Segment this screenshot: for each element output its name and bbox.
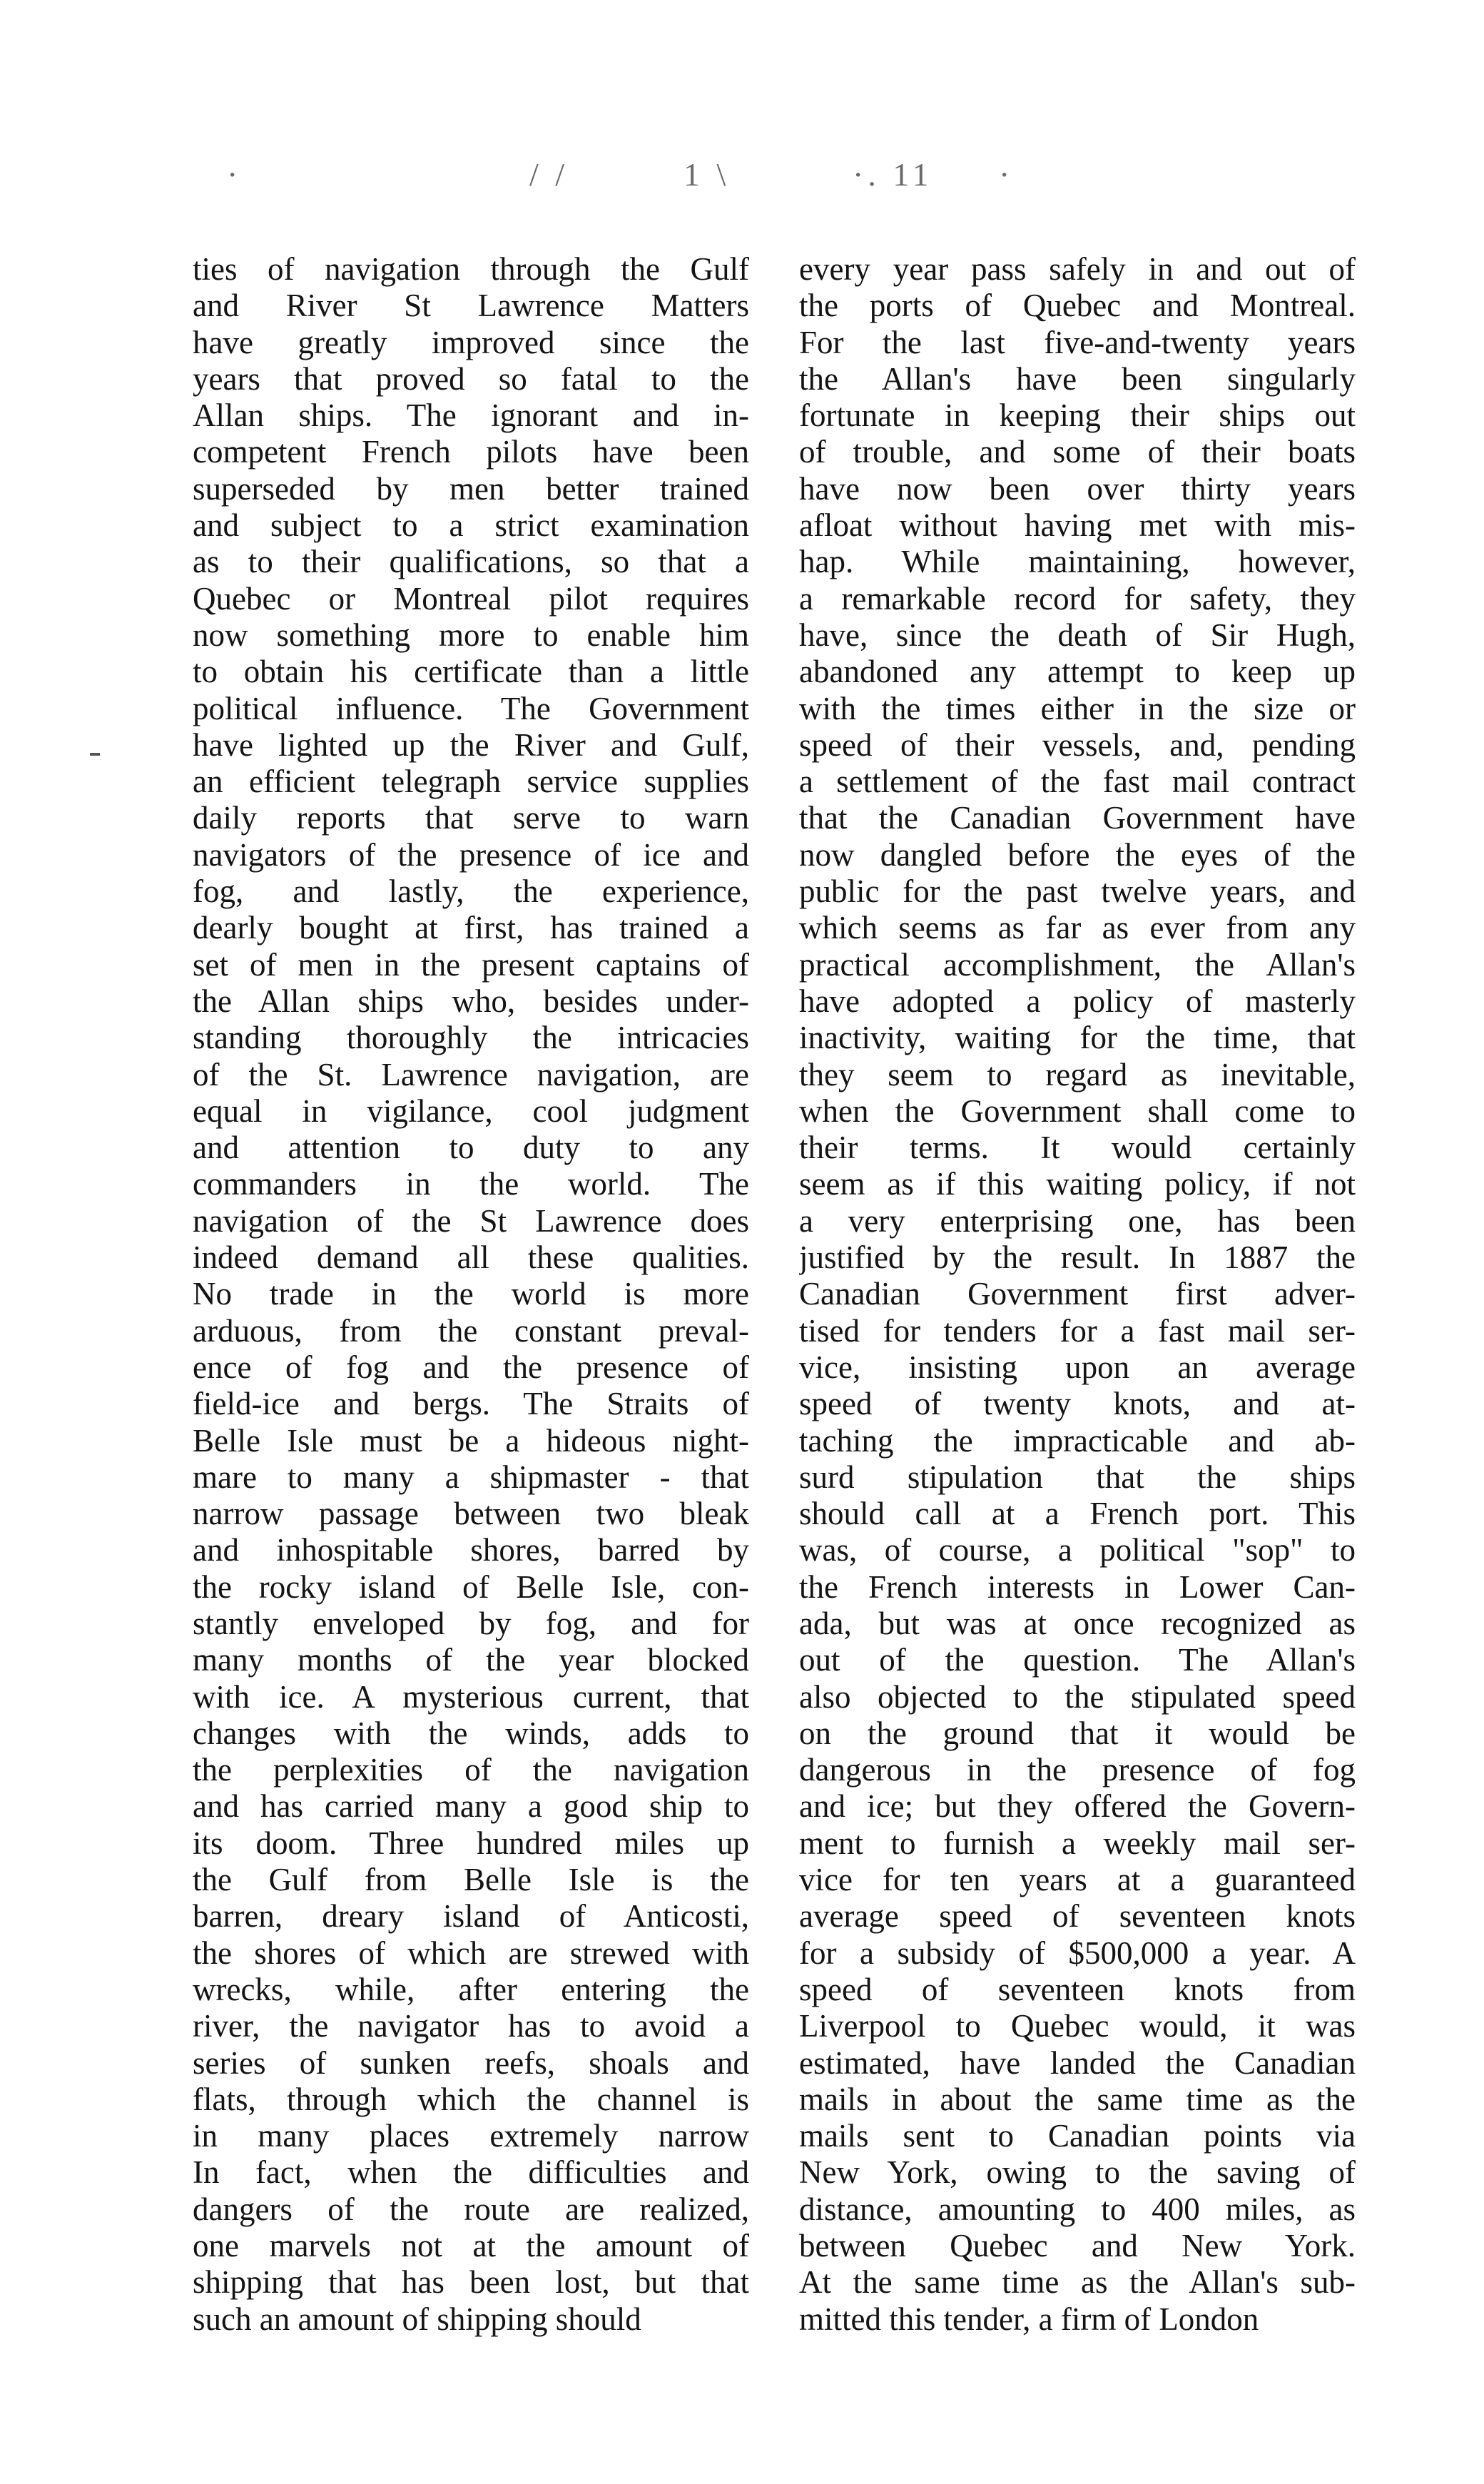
text-line: mails sent to Canadian points via xyxy=(799,2118,1356,2154)
text-line: mails in about the same time as the xyxy=(799,2081,1356,2117)
text-line: the shores of which are strewed with xyxy=(193,1935,749,1971)
text-line: surd stipulation that the ships xyxy=(799,1459,1356,1495)
text-line: of trouble, and some of their boats xyxy=(799,434,1356,470)
text-line: daily reports that serve to warn xyxy=(193,800,749,836)
text-line: shipping that has been lost, but that xyxy=(193,2264,749,2301)
text-line: the ports of Quebec and Montreal. xyxy=(799,288,1356,324)
text-line: dangerous in the presence of fog xyxy=(799,1752,1356,1788)
text-line: afloat without having met with mis- xyxy=(799,507,1356,544)
text-line: Quebec or Montreal pilot requires xyxy=(193,580,749,617)
text-line: justified by the result. In 1887 the xyxy=(799,1240,1356,1276)
text-line: a settlement of the fast mail contract xyxy=(799,764,1356,800)
text-line: At the same time as the Allan's sub- xyxy=(799,2264,1356,2301)
text-line: vice for ten years at a guaranteed xyxy=(799,1862,1356,1898)
left-column xyxy=(193,251,749,2338)
text-line: between Quebec and New York. xyxy=(799,2228,1356,2264)
header-fragment: · xyxy=(227,156,243,193)
text-line: practical accomplishment, the Allan's xyxy=(799,946,1356,983)
text-line: for a subsidy of $500,000 a year. A xyxy=(799,1935,1356,1971)
text-line: to obtain his certificate than a little xyxy=(193,654,749,690)
text-line: navigation of the St Lawrence does xyxy=(193,1202,749,1239)
text-line: average speed of seventeen knots xyxy=(799,1898,1356,1935)
text-line: have, since the death of Sir Hugh, xyxy=(799,617,1356,653)
text-line: mare to many a shipmaster - that xyxy=(193,1459,749,1495)
text-line: New York, owing to the saving of xyxy=(799,2154,1356,2191)
text-line: inactivity, waiting for the time, that xyxy=(799,1020,1356,1056)
text-line: superseded by men better trained xyxy=(193,470,749,507)
text-line: should call at a French port. This xyxy=(799,1496,1356,1532)
text-line: now dangled before the eyes of the xyxy=(799,836,1356,873)
text-line: ties of navigation through the Gulf xyxy=(193,251,749,287)
header-fragment: · xyxy=(999,156,1015,193)
text-line: and has carried many a good ship to xyxy=(193,1788,749,1825)
text-line: changes with the winds, adds to xyxy=(193,1715,749,1751)
text-line: estimated, have landed the Canadian xyxy=(799,2044,1356,2081)
text-line: field-ice and bergs. The Straits of xyxy=(193,1386,749,1422)
text-line: abandoned any attempt to keep up xyxy=(799,654,1356,690)
text-line: was, of course, a political "sop" to xyxy=(799,1532,1356,1568)
text-line: speed of their vessels, and, pending xyxy=(799,726,1356,763)
text-line: arduous, from the constant preval- xyxy=(193,1312,749,1349)
text-line: with ice. A mysterious current, that xyxy=(193,1678,749,1715)
text-line: now something more to enable him xyxy=(193,617,749,653)
text-line: they seem to regard as inevitable, xyxy=(799,1056,1356,1093)
text-line: with the times either in the size or xyxy=(799,690,1356,726)
text-line: navigators of the presence of ice and xyxy=(193,836,749,873)
text-line: hap. While maintaining, however, xyxy=(799,544,1356,580)
text-line: fog, and lastly, the experience, xyxy=(193,873,749,910)
header-fragment: ·. 11 xyxy=(853,156,933,193)
text-line: speed of twenty knots, and at- xyxy=(799,1386,1356,1422)
text-line: tised for tenders for a fast mail ser- xyxy=(799,1312,1356,1349)
text-line: as to their qualifications, so that a xyxy=(193,544,749,580)
text-line: set of men in the present captains of xyxy=(193,946,749,983)
text-line: every year pass safely in and out of xyxy=(799,251,1356,287)
text-line: seem as if this waiting policy, if not xyxy=(799,1166,1356,1202)
text-line: fortunate in keeping their ships out xyxy=(799,397,1356,434)
text-line: indeed demand all these qualities. xyxy=(193,1240,749,1276)
text-line: dangers of the route are realized, xyxy=(193,2191,749,2227)
text-line: commanders in the world. The xyxy=(193,1166,749,1202)
text-line: out of the question. The Allan's xyxy=(799,1642,1356,1678)
text-line: political influence. The Government xyxy=(193,690,749,726)
text-line: Liverpool to Quebec would, it was xyxy=(799,2008,1356,2044)
text-line: and inhospitable shores, barred by xyxy=(193,1532,749,1568)
text-line: the Allan ships who, besides under- xyxy=(193,983,749,1019)
text-line: and River St Lawrence Matters xyxy=(193,288,749,324)
text-line: the perplexities of the navigation xyxy=(193,1752,749,1788)
text-line: narrow passage between two bleak xyxy=(193,1496,749,1532)
text-line: No trade in the world is more xyxy=(193,1276,749,1312)
text-line: their terms. It would certainly xyxy=(799,1130,1356,1166)
text-line: a very enterprising one, has been xyxy=(799,1202,1356,1239)
text-line: dearly bought at first, has trained a xyxy=(193,910,749,946)
text-line: For the last five-and-twenty years xyxy=(799,324,1356,360)
text-line: mitted this tender, a firm of London xyxy=(799,2301,1259,2337)
text-line: public for the past twelve years, and xyxy=(799,873,1356,910)
text-line: its doom. Three hundred miles up xyxy=(193,1825,749,1861)
text-line: and subject to a strict examination xyxy=(193,507,749,544)
text-line: the Gulf from Belle Isle is the xyxy=(193,1862,749,1898)
text-line: Belle Isle must be a hideous night- xyxy=(193,1422,749,1459)
text-line: and attention to duty to any xyxy=(193,1130,749,1166)
text-line: have lighted up the River and Gulf, xyxy=(193,726,749,763)
text-line: on the ground that it would be xyxy=(799,1715,1356,1751)
text-line: of the St. Lawrence navigation, are xyxy=(193,1056,749,1093)
text-line: years that proved so fatal to the xyxy=(193,360,749,397)
text-line: the Allan's have been singularly xyxy=(799,360,1356,397)
header-fragment: 1 \ xyxy=(683,156,731,193)
text-line: have greatly improved since the xyxy=(193,324,749,360)
text-line: an efficient telegraph service supplies xyxy=(193,764,749,800)
margin-mark xyxy=(90,753,100,756)
text-line: and ice; but they offered the Govern- xyxy=(799,1788,1356,1825)
text-line: barren, dreary island of Anticosti, xyxy=(193,1898,749,1935)
text-line: taching the impracticable and ab- xyxy=(799,1422,1356,1459)
text-line: ada, but was at once recognized as xyxy=(799,1605,1356,1641)
text-line: many months of the year blocked xyxy=(193,1642,749,1678)
right-column xyxy=(799,251,1356,2338)
text-line: ence of fog and the presence of xyxy=(193,1349,749,1385)
text-line: standing thoroughly the intricacies xyxy=(193,1020,749,1056)
text-line: in many places extremely narrow xyxy=(193,2118,749,2154)
text-line: flats, through which the channel is xyxy=(193,2081,749,2117)
header-fragment: / / xyxy=(529,156,569,193)
text-line: speed of seventeen knots from xyxy=(799,1971,1356,2007)
text-line: Allan ships. The ignorant and in- xyxy=(193,397,749,434)
text-line: Canadian Government first adver- xyxy=(799,1276,1356,1312)
text-line: vice, insisting upon an average xyxy=(799,1349,1356,1385)
text-line: the rocky island of Belle Isle, con- xyxy=(193,1568,749,1605)
text-line: distance, amounting to 400 miles, as xyxy=(799,2191,1356,2227)
text-line: have adopted a policy of masterly xyxy=(799,983,1356,1019)
text-line: the French interests in Lower Can- xyxy=(799,1568,1356,1605)
text-line: ment to furnish a weekly mail ser- xyxy=(799,1825,1356,1861)
text-line: series of sunken reefs, shoals and xyxy=(193,2044,749,2081)
text-line: that the Canadian Government have xyxy=(799,800,1356,836)
text-line: wrecks, while, after entering the xyxy=(193,1971,749,2007)
text-line: have now been over thirty years xyxy=(799,470,1356,507)
text-line: one marvels not at the amount of xyxy=(193,2228,749,2264)
text-line: competent French pilots have been xyxy=(193,434,749,470)
text-line: In fact, when the difficulties and xyxy=(193,2154,749,2191)
text-line: equal in vigilance, cool judgment xyxy=(193,1093,749,1129)
text-line: stantly enveloped by fog, and for xyxy=(193,1605,749,1641)
text-line: when the Government shall come to xyxy=(799,1093,1356,1129)
text-line: river, the navigator has to avoid a xyxy=(193,2008,749,2044)
text-line: such an amount of shipping should xyxy=(193,2301,641,2337)
text-line: which seems as far as ever from any xyxy=(799,910,1356,946)
text-line: a remarkable record for safety, they xyxy=(799,580,1356,617)
text-line: also objected to the stipulated speed xyxy=(799,1678,1356,1715)
page-header xyxy=(0,156,1484,198)
